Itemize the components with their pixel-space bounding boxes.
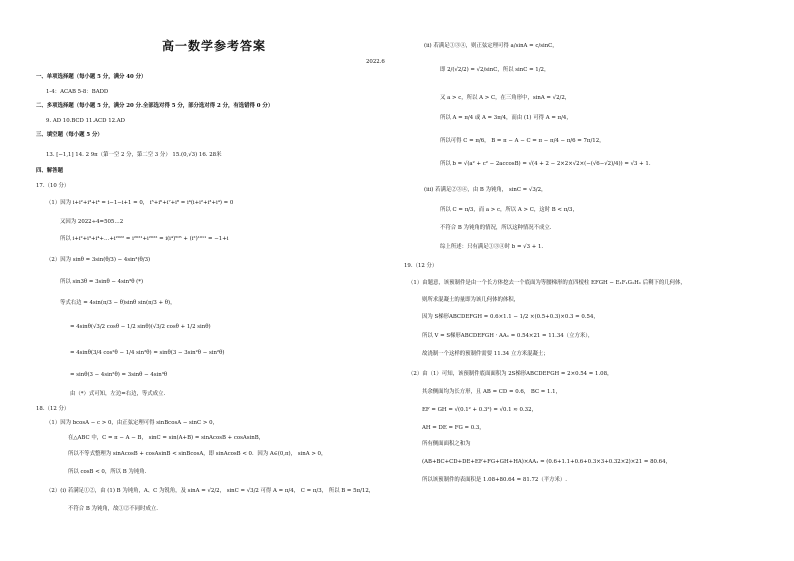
section-heading: 四、解答题 xyxy=(36,168,63,174)
solution-line: 等式右边 = 4sin(π/3 − θ)sinθ sin(π/3 + θ)， xyxy=(60,300,176,306)
question-number: 18.（12 分） xyxy=(36,406,70,412)
solution-line: 所以 sin3θ = 3sinθ − 4sin³θ (*) xyxy=(60,279,144,285)
answer-line: 13. [−1,1] 14. 2 9π（第一空 2 分，第二空 3 分） 15.(0,√3) 16. 28米 xyxy=(46,152,222,158)
question-number: 19.（12 分） xyxy=(404,263,438,269)
section-heading: 二、多项选择题（每小题 5 分，满分 20 分.全部选对得 5 分，部分选对得 2 分，有选错得 0 分） xyxy=(36,103,274,109)
answer-line: 9. AD 10.BCD 11.ACD 12.AD xyxy=(46,118,125,124)
solution-line: 所以 A = π/4 或 A = 3π/4，而由 (1) 可得 A = π/4， xyxy=(440,115,572,121)
solution-line: （1）因为 bcosA − c > 0，由正弦定理可得 sinBcosA − sinC > 0， xyxy=(46,420,218,426)
solution-line: (AB+BC+CD+DE+EF+FG+GH+HA)×AA₁ = (0.6+1.1+0.6+0.3×3+0.32×2)×21 = 80.64， xyxy=(422,459,671,465)
solution-line: （1）由题意，该预制件是由一个长方体挖去一个底面为等腰梯形的直四棱柱 EFGH − E₁F₁G₁H₁ 后剩下的几何体， xyxy=(408,280,686,286)
solution-line: 综上所述：只有满足①③④时 b = √3 + 1. xyxy=(440,244,544,250)
answer-line: 1-4：ACAB 5-8：BADD xyxy=(46,89,109,95)
solution-line: （2）(ⅰ) 若满足①②，由 (1) B 为钝角，A、C 为锐角，及 sinA = √2/2， sinC = √3/2 可得 A = π/4， C = π/3， 所以 B = 5π/12， xyxy=(46,488,375,494)
solution-line: AH = DE = FG = 0.3， xyxy=(422,425,485,431)
solution-line: （2）由（1）可知，该预制件底面面积为 2S梯形ABCDEFGH = 2×0.54 = 1.08， xyxy=(408,371,613,377)
solution-line: 又因为 2022÷4=505…2 xyxy=(60,219,124,225)
solution-line: （1）因为 i+i²+i³+i⁴ = i−1−i+1 = 0， i⁵+i⁶+i⁷+i⁸ = i⁴(i+i²+i³+i⁴) = 0 xyxy=(46,200,234,206)
solution-line: 所以不等式整理为 sinAcosB + cosAsinB < sinBcosA，即 sinAcosB < 0．因为 A∈(0,π)， sinA > 0， xyxy=(68,451,327,457)
solution-line: 则所求混凝土的量即为该几何体的体积， xyxy=(422,297,520,303)
solution-line: 所以该预制件的表面积是 1.08+80.64 = 81.72（平方米）. xyxy=(422,477,568,483)
solution-line: 不符合 B 为钝角的情况，所以这种情况不成立. xyxy=(440,225,552,231)
solution-line: (ⅱ) 若满足①③④，则正弦定理可得 a/sinA = c/sinC， xyxy=(424,43,558,49)
solution-line: 所以 V = S梯形ABCDEFGH · AA₁ = 0.54×21 = 11.34（立方米）， xyxy=(422,333,594,339)
exam-date: 2022.6 xyxy=(366,59,385,65)
solution-line: 即 2/(√2/2) = √2/sinC，所以 sinC = 1/2， xyxy=(440,67,550,73)
solution-line: 所有侧面面积之和为 xyxy=(422,441,471,447)
solution-line: 由（*）式可知，左边=右边，等式成立. xyxy=(70,391,166,397)
section-heading: 一、单项选择题（每小题 5 分，满分 40 分） xyxy=(36,74,147,80)
solution-line: (ⅲ) 若满足②③④，由 B 为钝角， sinC = √3/2， xyxy=(424,187,547,193)
solution-line: 在△ABC 中，C = π − A − B， sinC = sin(A+B) = sinAcosB + cosAsinB， xyxy=(68,435,265,441)
solution-line: EF = GH = √(0.1² + 0.3²) = √0.1 ≈ 0.32， xyxy=(422,407,537,413)
solution-line: = 4sinθ(√3/2 cosθ − 1/2 sinθ)(√3/2 cosθ + 1/2 sinθ) xyxy=(70,324,211,330)
solution-line: 故浇制一个这样的预制件需要 11.34 立方米混凝土； xyxy=(422,351,549,357)
solution-line: （2）因为 sinθ = 3sin(θ/3) − 4sin³(θ/3) xyxy=(46,257,151,263)
solution-line: 又 a > c，所以 A > C，在三角形中，sinA = √2/2， xyxy=(440,95,571,101)
section-heading: 三、填空题（每小题 5 分） xyxy=(36,132,103,138)
solution-line: = 4sinθ(3/4 cos²θ − 1/4 sin²θ) = sinθ(3 − 3sin²θ − sin²θ) xyxy=(70,350,225,356)
solution-line: 其余侧面均为长方形，且 AB = CD = 0.6， BC = 1.1， xyxy=(422,389,561,395)
solution-line: 所以 C = π/3，而 a > c，所以 A > C，这时 B < π/3， xyxy=(440,207,578,213)
page-title: 高一数学参考答案 xyxy=(162,39,267,53)
solution-line: 不符合 B 为钝角，故①②不同时成立. xyxy=(68,506,158,512)
solution-line: 所以可得 C = π/6， B = π − A − C = π − π/4 − π/6 = 7π/12， xyxy=(440,138,605,144)
solution-line: 因为 S梯形ABCDEFGH = 0.6×1.1 − 1/2 ×(0.5+0.3)×0.3 = 0.54， xyxy=(422,314,599,320)
question-number: 17.（10 分） xyxy=(36,183,70,189)
solution-line: 所以 cosB < 0，所以 B 为钝角. xyxy=(68,469,147,475)
solution-line: = sinθ(3 − 4sin²θ) = 3sinθ − 4sin³θ xyxy=(70,372,168,378)
solution-line: 所以 i+i²+i³+i⁴+…+i²⁰²² = i²⁰²¹+i²⁰²² = i(i⁴)⁵⁰⁵ + (i²)¹⁰¹¹ = −1+i xyxy=(60,236,229,242)
solution-line: 所以 b = √(a² + c² − 2accosB) = √(4 + 2 − 2×2×√2×(−(√6−√2)/4)) = √3 + 1. xyxy=(440,161,651,167)
